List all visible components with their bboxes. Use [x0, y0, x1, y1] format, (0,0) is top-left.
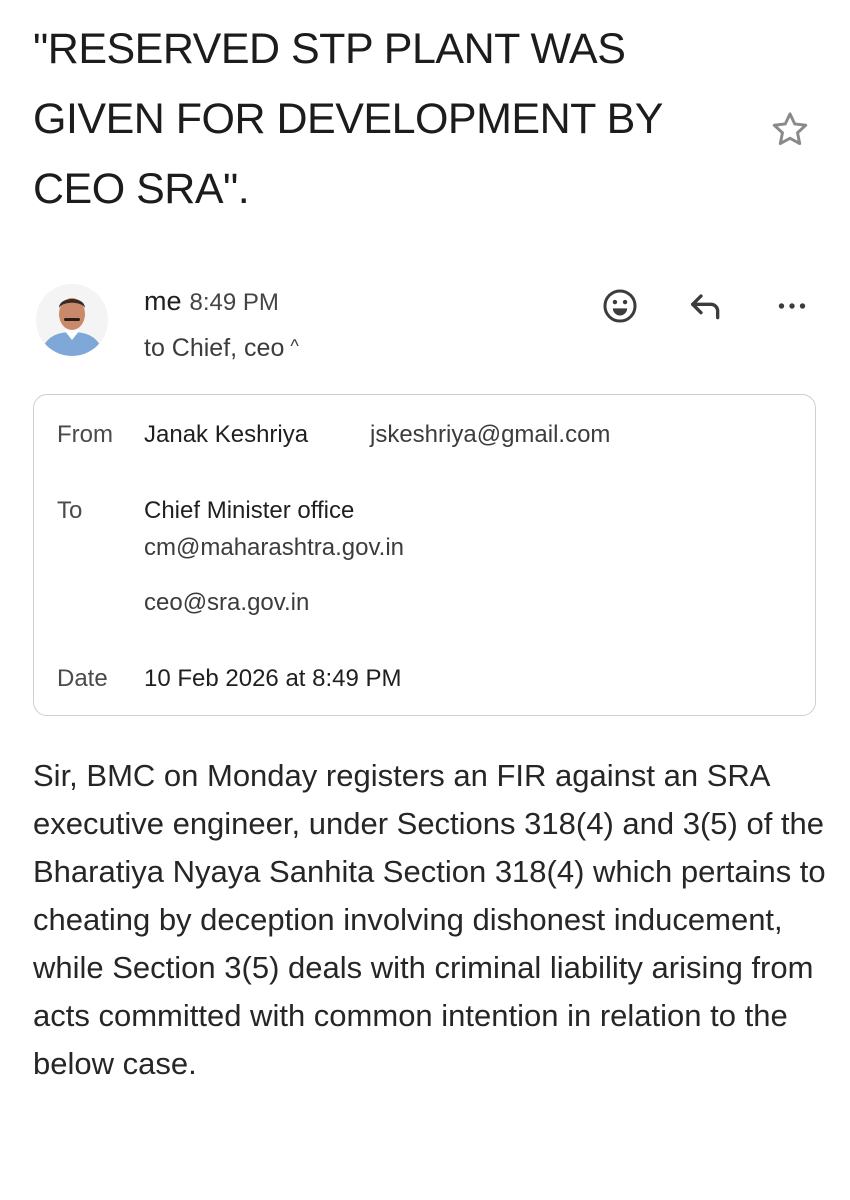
more-options-button[interactable]	[772, 286, 812, 326]
star-button[interactable]	[768, 108, 812, 152]
reply-icon	[686, 286, 726, 326]
to-email-cm[interactable]: cm@maharashtra.gov.in	[144, 534, 405, 561]
reply-button[interactable]	[686, 286, 726, 326]
to-name: Chief Minister office	[144, 497, 355, 524]
email-subject: "RESERVED STP PLANT WAS GIVEN FOR DEVELOPMENT BY CEO SRA".	[33, 25, 663, 213]
recipients-toggle[interactable]	[144, 334, 299, 363]
emoji-reaction-button[interactable]	[600, 286, 640, 326]
email-body: Sir, BMC on Monday registers an FIR against an SRA executive engineer, under Sections 318(4) and 3(5) of the Bharatiya Nyaya Sanhita Section 318(4) which pertains to cheating by deception involving dishonest inducement, while Section 3(5) deals with criminal liability arising from acts committed with common intention in relation to the below case.	[33, 758, 826, 1081]
avatar-photo	[36, 284, 108, 356]
date-value: 10 Feb 2026 at 8:49 PM	[144, 665, 402, 692]
emoji-reaction-icon	[601, 287, 639, 325]
star-icon	[768, 108, 812, 152]
sent-time: 8:49 PM	[189, 289, 279, 316]
sender-name: me	[144, 286, 182, 316]
avatar[interactable]	[36, 284, 108, 356]
from-label: From	[57, 421, 113, 448]
from-email[interactable]: jskeshriya@gmail.com	[370, 421, 611, 448]
sender-line	[144, 286, 279, 317]
to-email-ceo[interactable]: ceo@sra.gov.in	[144, 589, 310, 616]
chevron-up-icon: ^	[290, 336, 299, 356]
to-label: To	[57, 497, 83, 524]
message-details-panel	[33, 394, 816, 716]
recipients-summary: to Chief, ceo	[144, 334, 285, 362]
date-label: Date	[57, 665, 108, 692]
from-name: Janak Keshriya	[144, 421, 309, 448]
more-options-icon	[774, 288, 810, 324]
